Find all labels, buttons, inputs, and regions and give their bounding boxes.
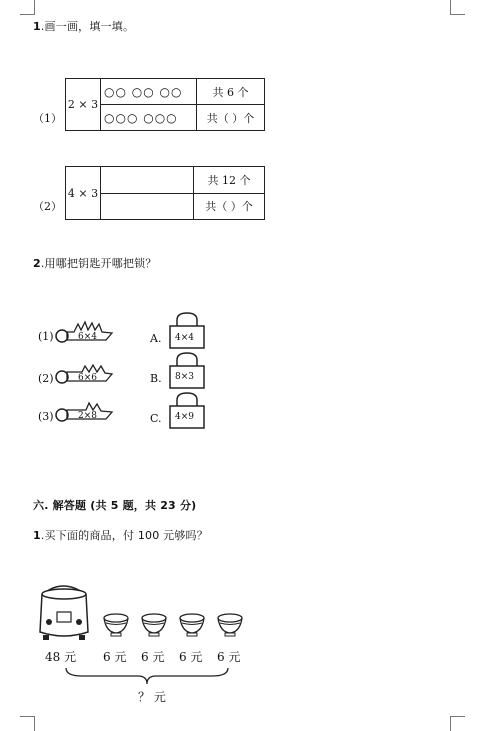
lock-icon <box>167 352 207 390</box>
circles-group: ○○○ ○○○ <box>104 110 178 125</box>
question-3-title <box>33 527 208 543</box>
multiplication-table-1 <box>65 78 265 131</box>
lock-label: C. <box>150 412 162 425</box>
key-expression: 6×4 <box>78 332 97 342</box>
circles-cell <box>101 79 197 105</box>
key-3 <box>38 400 118 430</box>
expression: 4 × 3 <box>67 186 99 200</box>
drawing-cell <box>101 167 194 194</box>
drawing-cell <box>101 193 194 220</box>
row-label: （2） <box>33 200 62 213</box>
lock-label: A. <box>150 332 162 345</box>
price-label: 48 元 <box>45 650 77 664</box>
question-text: .画一画，填一填。 <box>40 20 135 33</box>
lock-icon <box>167 312 207 350</box>
crop-mark-top-right <box>450 0 465 15</box>
answer-cell <box>197 105 265 131</box>
question-number: 1 <box>33 20 41 33</box>
lock-c <box>150 392 210 430</box>
bowl-icon <box>178 612 206 638</box>
lock-expression: 8×3 <box>175 372 194 382</box>
row-label: （1） <box>33 112 62 125</box>
crop-mark-bottom-left <box>20 716 35 731</box>
price-label: 6 元 <box>179 650 203 664</box>
question-number: 2 <box>33 257 41 270</box>
result-cell <box>194 167 265 194</box>
answer-cell <box>194 193 265 220</box>
price-label: 6 元 <box>103 650 127 664</box>
bowl-icon <box>140 612 168 638</box>
key-label: (2) <box>38 372 54 385</box>
lock-icon <box>167 392 207 430</box>
key-2 <box>38 362 118 392</box>
answer-blank: 共（ ）个 <box>206 111 255 125</box>
question-2-title <box>33 255 157 271</box>
crop-mark-bottom-right <box>450 716 465 731</box>
lock-b <box>150 352 210 390</box>
price-label: 6 元 <box>217 650 241 664</box>
result-text: 共 12 个 <box>207 173 251 187</box>
circles-cell <box>101 105 197 131</box>
expression-cell <box>66 167 101 220</box>
question-1-title <box>33 18 134 34</box>
key-expression: 6×6 <box>78 373 97 383</box>
circles-group: ○○ ○○ ○○ <box>104 84 183 99</box>
question-text: .用哪把钥匙开哪把锁？ <box>40 257 157 270</box>
question-text: .买下面的商品，付 100 元够吗？ <box>40 529 208 542</box>
key-1 <box>38 318 118 348</box>
expression-cell <box>66 79 101 131</box>
rice-cooker-icon <box>33 580 95 642</box>
price-label: 6 元 <box>141 650 165 664</box>
result-cell <box>197 79 265 105</box>
lock-label: B. <box>150 372 162 385</box>
curly-brace <box>62 666 232 688</box>
multiplication-table-2 <box>65 166 265 220</box>
answer-blank: 共（ ）个 <box>205 200 253 214</box>
lock-expression: 4×4 <box>175 333 194 343</box>
key-label: (3) <box>38 410 54 423</box>
key-label: (1) <box>38 330 54 343</box>
expression: 2 × 3 <box>67 98 99 111</box>
section-6-heading: 六. 解答题 (共 5 题，共 23 分) <box>33 499 197 512</box>
result-text: 共 6 个 <box>212 85 249 99</box>
crop-mark-top-left <box>20 0 35 15</box>
lock-a <box>150 312 210 350</box>
key-expression: 2×8 <box>78 411 97 421</box>
lock-expression: 4×9 <box>175 412 194 422</box>
question-number: 1 <box>33 529 41 542</box>
bowl-icon <box>102 612 130 638</box>
bowl-icon <box>216 612 244 638</box>
total-unknown: ？ 元 <box>138 690 166 704</box>
